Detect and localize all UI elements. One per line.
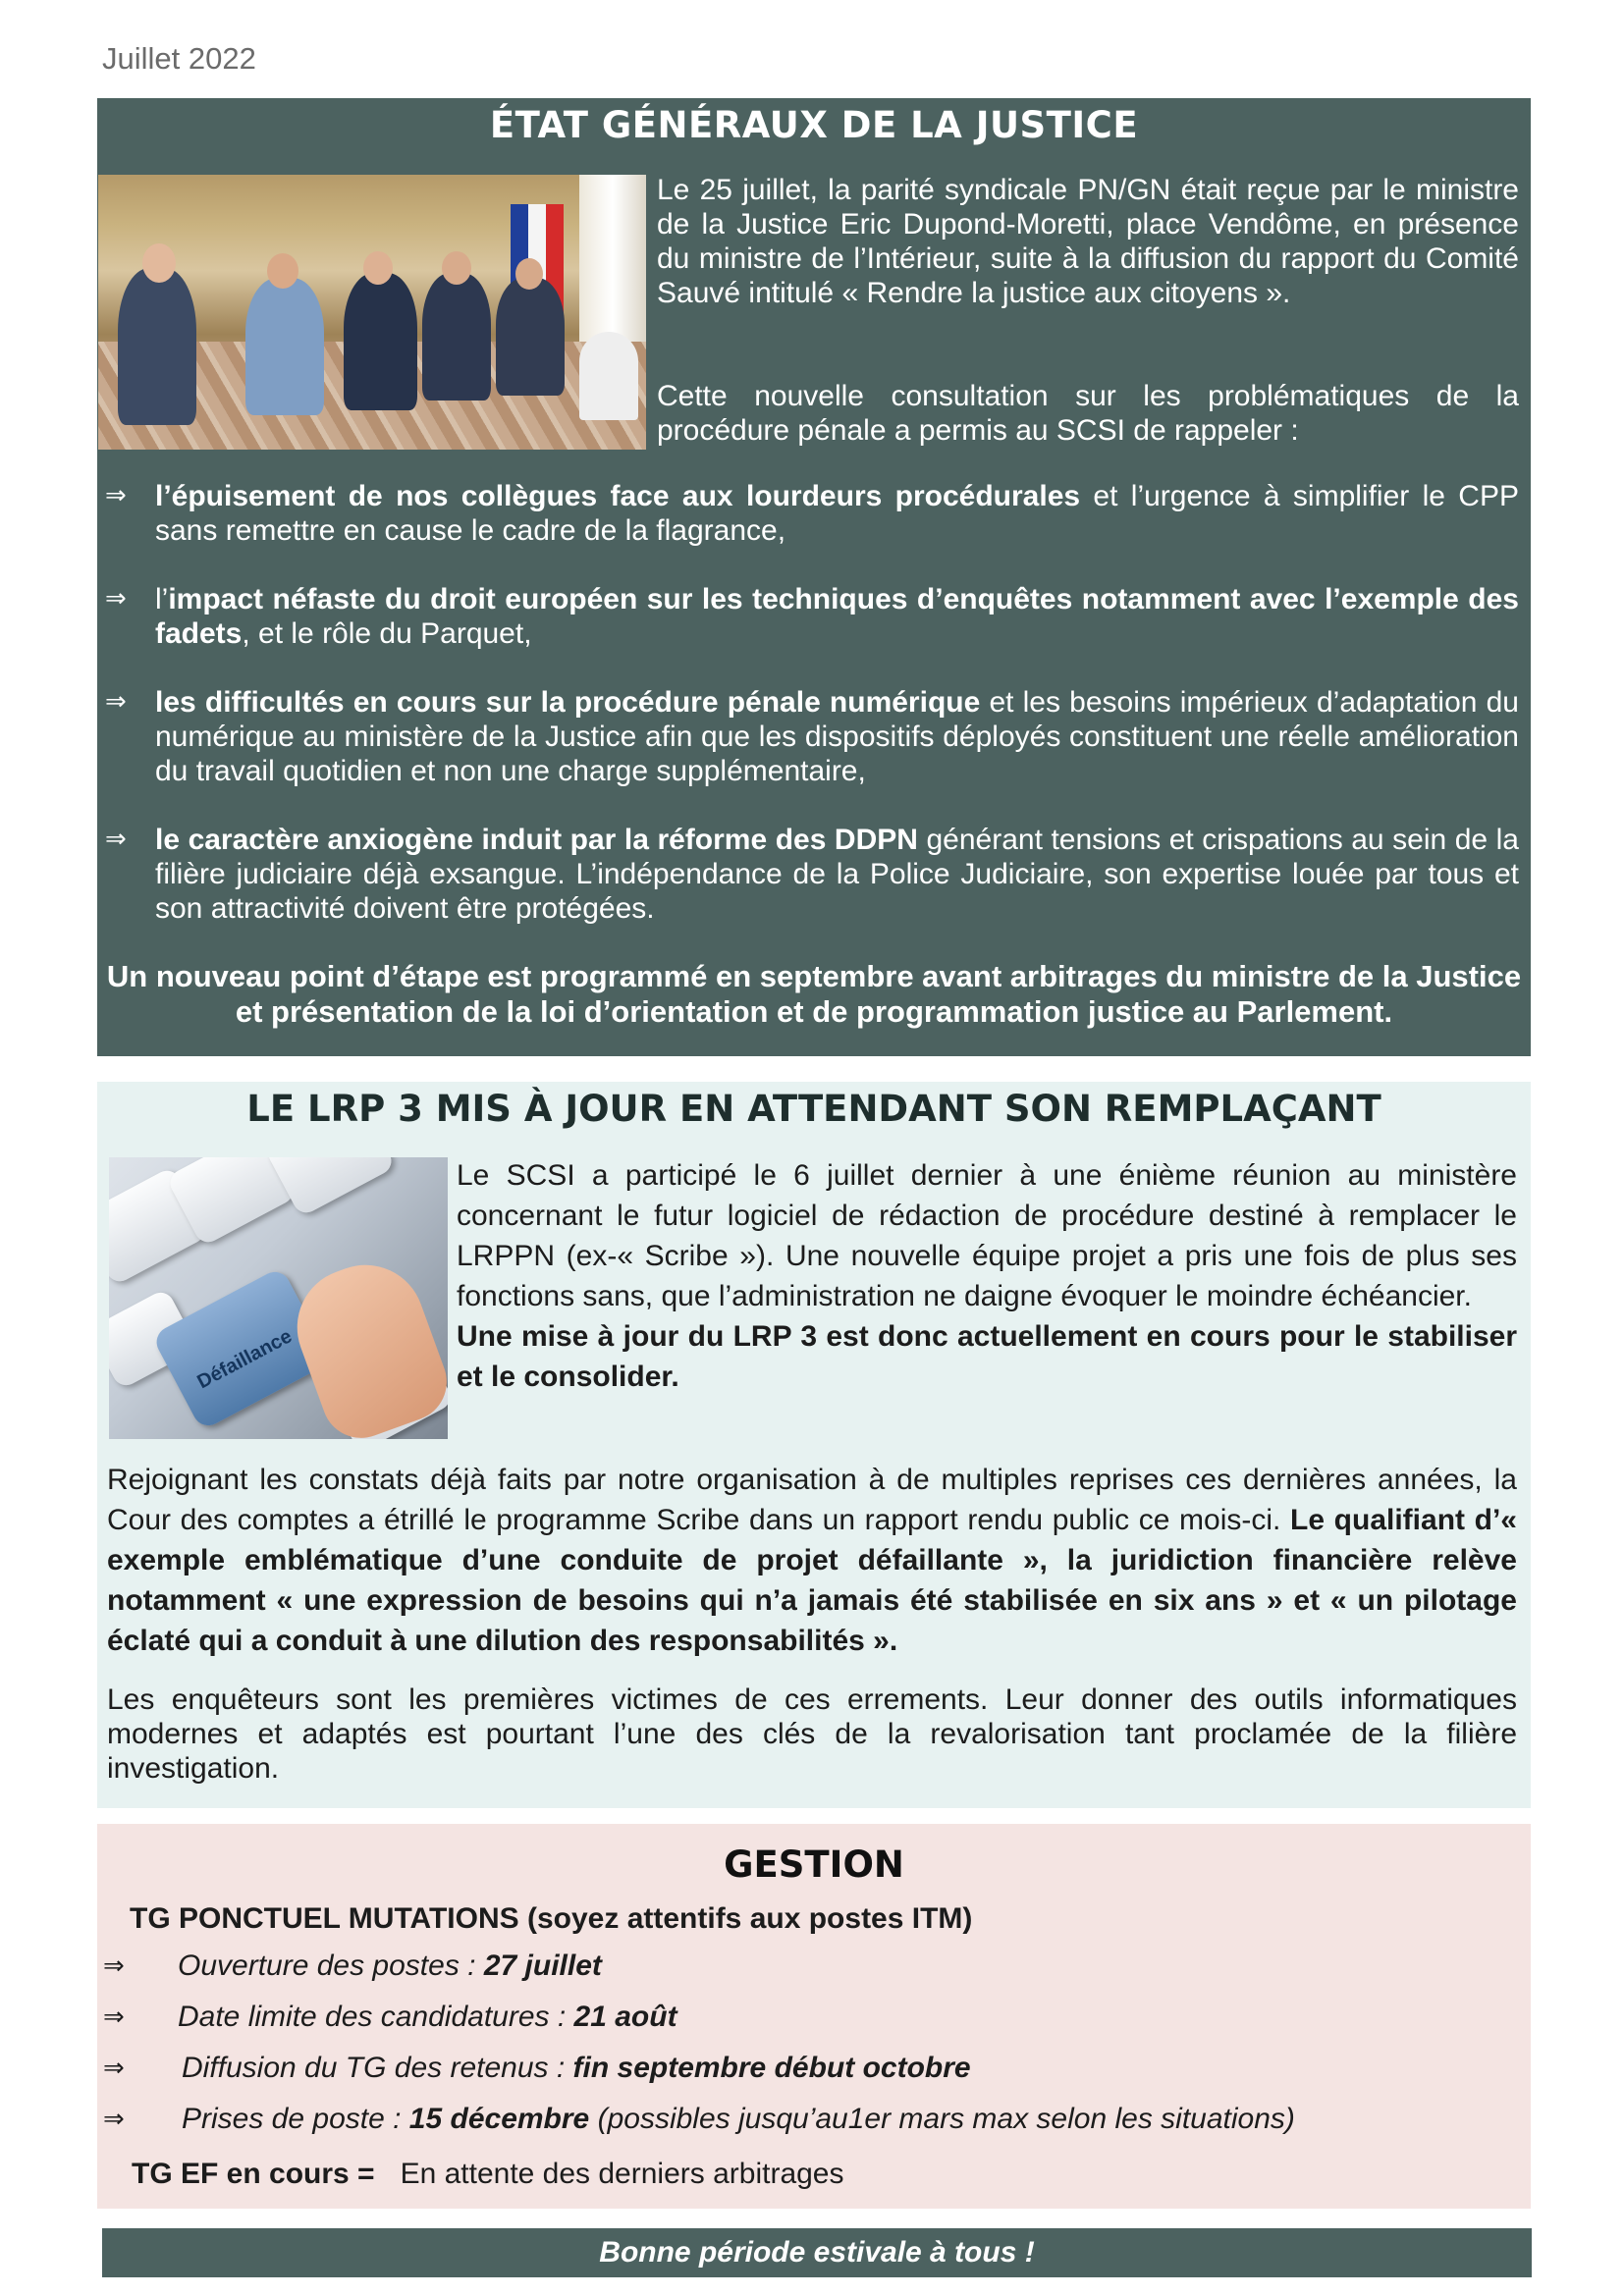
closing-statement: Un nouveau point d’étape est programmé en septembre avant arbitrages du ministre de la Justice et présentation de la loi d’orientation et de programmation justice au Parlement.: [106, 959, 1522, 1029]
tg-ef-status: TG EF en cours = En attente des derniers arbitrages: [132, 2158, 844, 2190]
arrow-icon: ⇒: [105, 687, 127, 717]
paragraph-3: Les enquêteurs sont les premières victimes de ces errements. Leur donner des outils informatiques modernes et adaptés est pourtant l’une des clés de la revalorisation tant proclamée de la filière investigation.: [107, 1683, 1517, 1785]
arrow-icon: ⇒: [105, 825, 127, 854]
section-gestion: GESTION TG PONCTUEL MUTATIONS (soyez attentifs aux postes ITM) ⇒ Ouverture des postes : 27 juillet ⇒ Date limite des candidatures : 21 août ⇒ Diffusion du TG des retenus : fin septembre début octobre ⇒ Prises de poste : 15 décembre (possibles jusqu’au1er mars max selon les situations) TG EF en cours = En attente des derniers arbitrages: [97, 1824, 1531, 2209]
section-subtitle: TG PONCTUEL MUTATIONS (soyez attentifs aux postes ITM): [130, 1902, 973, 1935]
arrow-icon: ⇒: [103, 2054, 125, 2083]
intro-paragraph-2: Cette nouvelle consultation sur les problématiques de la procédure pénale a permis au SCSI de rappeler :: [657, 380, 1519, 447]
arrow-icon: ⇒: [103, 2105, 125, 2134]
section-title: GESTION: [724, 1843, 904, 1886]
arrow-icon: ⇒: [103, 2002, 125, 2032]
list-item: ⇒ l’épuisement de nos collègues face aux lourdeurs procédurales et l’urgence à simplifier le CPP sans remettre en cause le cadre de la flagrance,: [105, 480, 1519, 547]
list-item: ⇒ les difficultés en cours sur la procédure pénale numérique et les besoins impérieux d’adaptation du numérique au ministère de la Justice afin que les dispositifs déployés constituent une réelle amélioration du travail quotidien et non une charge supplémentaire,: [105, 686, 1519, 787]
paragraph-1: Le SCSI a participé le 6 juillet dernier à une énième réunion au ministère concernant le futur logiciel de rédaction de procédure destiné à remplacer le LRPPN (ex-« Scribe »). Une nouvelle équipe projet a pris une fois de plus ses fonctions sans, que l’administration ne daigne évoquer le moindre échéancier. Une mise à jour du LRP 3 est donc actuellement en cours pour le stabiliser et le consolider.: [457, 1159, 1517, 1393]
footer-banner: Bonne période estivale à tous !: [102, 2228, 1532, 2277]
list-item: ⇒ l’impact néfaste du droit européen sur les techniques d’enquêtes notamment avec l’exemple des fadets, et le rôle du Parquet,: [105, 583, 1519, 650]
section-title: LE LRP 3 MIS À JOUR EN ATTENDANT SON REMPLAÇANT: [246, 1088, 1381, 1130]
arrow-icon: ⇒: [105, 584, 127, 614]
section-title: ÉTAT GÉNÉRAUX DE LA JUSTICE: [489, 104, 1139, 146]
arrow-icon: ⇒: [103, 1951, 125, 1981]
section-etats-generaux: [97, 98, 1531, 1056]
meeting-photo: [98, 175, 646, 450]
list-item: ⇒ le caractère anxiogène induit par la réforme des DDPN générant tensions et crispations au sein de la filière judiciaire déjà exsangue. L’indépendance de la Police Judiciaire, son expertise louée par tous et son attractivité doivent être protégées.: [105, 824, 1519, 925]
keyboard-photo: [109, 1157, 448, 1439]
arrow-icon: ⇒: [105, 481, 127, 510]
page-date: Juillet 2022: [102, 41, 256, 76]
section-lrp3: [97, 1082, 1531, 1808]
photo-key-label: Défaillance: [193, 1325, 297, 1394]
paragraph-2: Rejoignant les constats déjà faits par notre organisation à de multiples reprises ces dernières années, la Cour des comptes a étrillé le programme Scribe dans un rapport rendu public ce mois-ci. Le qualifiant d’« exemple emblématique d’une conduite de projet défaillante », la juridiction financière relève notamment « une expression de besoins qui n’a jamais été stabilisée en six ans » et « un pilotage éclaté qui a conduit à une dilution des responsabilités ».: [107, 1464, 1517, 1657]
intro-paragraph-1: Le 25 juillet, la parité syndicale PN/GN était reçue par le ministre de la Justice Eric Dupond-Moretti, place Vendôme, en présence du ministre de l’Intérieur, suite à la diffusion du rapport du Comité Sauvé intitulé « Rendre la justice aux citoyens ».: [657, 174, 1519, 309]
